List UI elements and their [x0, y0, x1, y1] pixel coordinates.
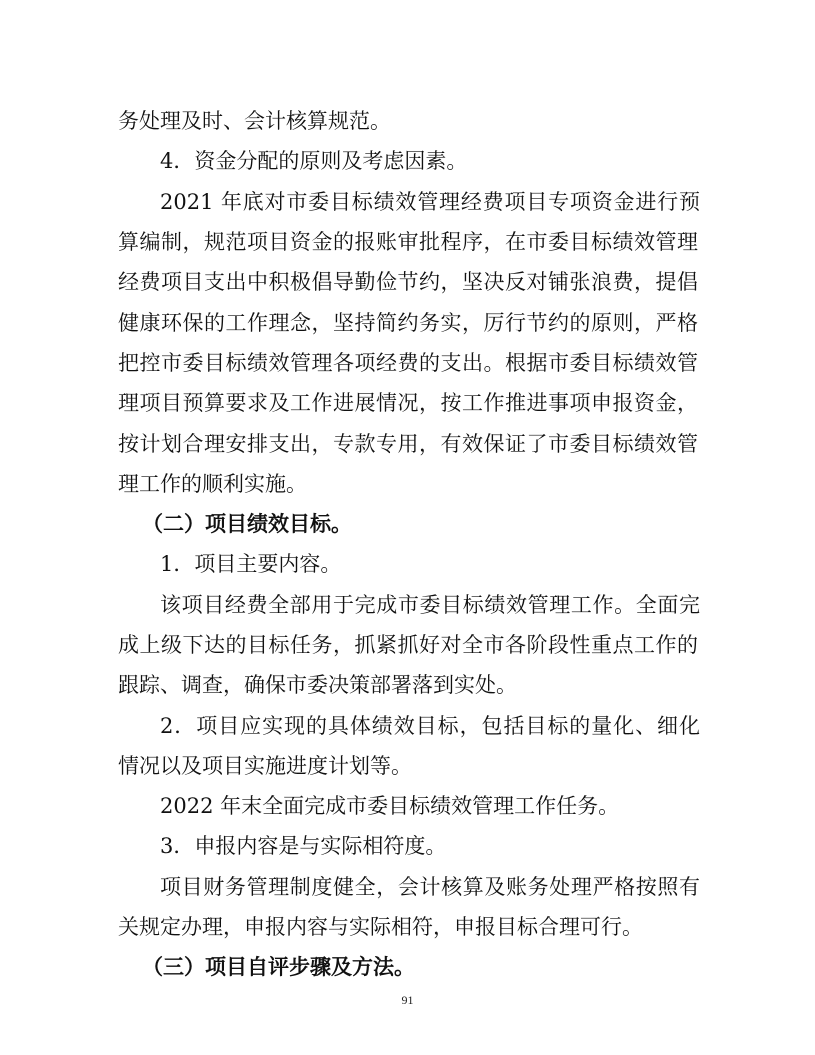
- paragraph-line: 务处理及时、会计核算规范。: [118, 109, 391, 133]
- paragraph-line: 2022 年末全面完成市委目标绩效管理工作任务。: [160, 794, 620, 818]
- paragraph-line: 算编制，规范项目资金的报账审批程序，在市委目标绩效管理: [118, 230, 698, 254]
- subsection-heading-1: 1．项目主要内容。: [160, 552, 342, 576]
- paragraph-line: 理工作的顺利实施。: [118, 472, 307, 496]
- paragraph-line: 情况以及项目实施进度计划等。: [118, 754, 412, 778]
- page-number: 91: [401, 993, 414, 1007]
- section-heading-3: （三）项目自评步骤及方法。: [142, 955, 415, 979]
- section-heading-2: （二）项目绩效目标。: [142, 512, 352, 536]
- paragraph-line: 关规定办理，申报内容与实际相符，申报目标合理可行。: [118, 915, 643, 939]
- paragraph-line: 经费项目支出中积极倡导勤俭节约，坚决反对铺张浪费，提倡: [118, 270, 698, 294]
- paragraph-line: 健康环保的工作理念，坚持简约务实，厉行节约的原则，严格: [118, 311, 698, 335]
- section-heading-4: 4．资金分配的原则及考虑因素。: [160, 149, 468, 173]
- subsection-heading-2: 2．项目应实现的具体绩效目标，包括目标的量化、细化: [160, 714, 700, 738]
- paragraph-line: 跟踪、调查，确保市委决策部署落到实处。: [118, 673, 517, 697]
- paragraph-line: 成上级下达的目标任务，抓紧抓好对全市各阶段性重点工作的: [118, 633, 698, 657]
- paragraph-line: 项目财务管理制度健全，会计核算及账务处理严格按照有: [160, 875, 700, 899]
- paragraph-line: 该项目经费全部用于完成市委目标绩效管理工作。全面完: [160, 593, 700, 617]
- paragraph-line: 2021 年底对市委目标绩效管理经费项目专项资金进行预: [160, 190, 700, 214]
- subsection-heading-3: 3．申报内容是与实际相符度。: [160, 834, 447, 858]
- paragraph-line: 按计划合理安排支出，专款专用，有效保证了市委目标绩效管: [118, 432, 698, 456]
- paragraph-line: 把控市委目标绩效管理各项经费的支出。根据市委目标绩效管: [118, 351, 698, 375]
- paragraph-line: 理项目预算要求及工作进展情况，按工作推进事项申报资金，: [118, 391, 698, 415]
